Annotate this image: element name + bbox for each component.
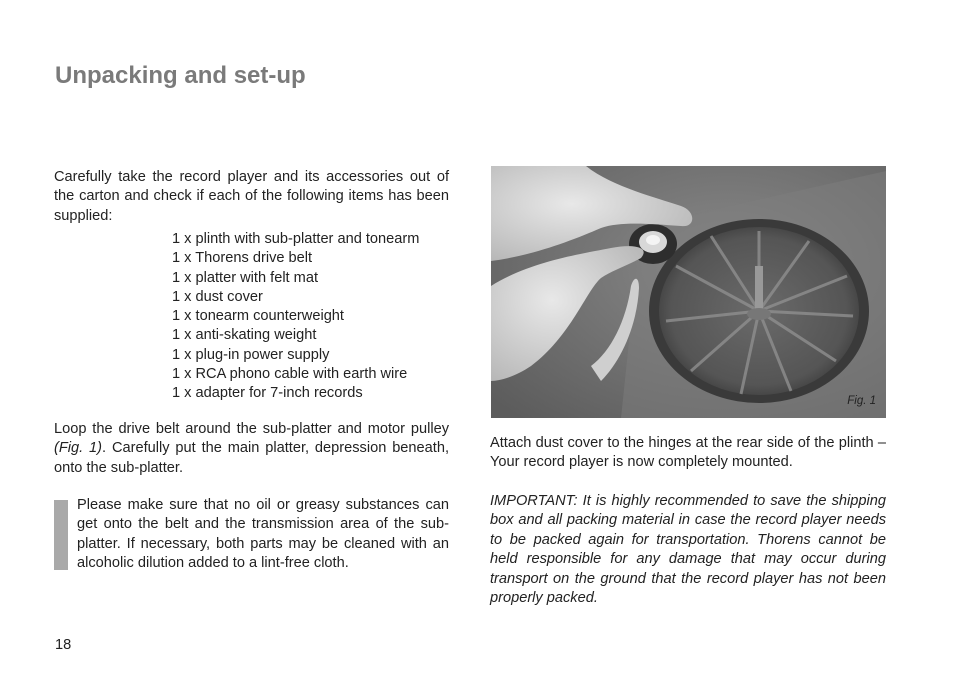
supplied-items-list	[172, 230, 419, 404]
figure-reference: (Fig. 1)	[54, 440, 103, 457]
important-notice-paragraph: IMPORTANT: It is highly recommended to save the shipping box and all packing material in case the record player needs to be packed again for transportation. Thorens cannot be held responsible for any damage that may occur during transport on the ground that the record player has not been properly packed.	[490, 493, 886, 607]
list-item: 1 x platter with felt mat	[172, 269, 318, 286]
note-marker-bar	[54, 500, 68, 570]
drive-belt-text-end: . Carefully put the main platter, depression beneath, onto the sub-platter.	[54, 440, 449, 476]
page-number: 18	[55, 637, 72, 653]
turntable-photo-illustration	[491, 166, 886, 418]
page-title: Unpacking and set-up	[55, 62, 306, 89]
list-item: 1 x plinth with sub-platter and tonearm	[172, 231, 420, 247]
drive-belt-paragraph	[54, 420, 449, 478]
intro-paragraph: Carefully take the record player and its accessories out of the carton and check if each of the following items has been supplied:	[54, 169, 449, 224]
list-item: 1 x Thorens drive belt	[172, 250, 313, 267]
list-item: 1 x adapter for 7-inch records	[172, 385, 363, 402]
note-paragraph: Please make sure that no oil or greasy substances can get onto the belt and the transmission area of the sub-platter. If necessary, both parts may be cleaned with an alcoholic dilution added to a lint-free cloth.	[77, 497, 449, 572]
list-item: 1 x tonearm counterweight	[172, 308, 344, 325]
list-item: 1 x plug-in power supply	[172, 346, 330, 363]
list-item: 1 x RCA phono cable with earth wire	[172, 366, 408, 383]
list-item: 1 x anti-skating weight	[172, 327, 317, 344]
figure-1-photo	[491, 166, 886, 418]
figure-caption: Fig. 1	[847, 395, 876, 407]
list-item: 1 x dust cover	[172, 288, 263, 305]
attach-dust-cover-paragraph: Attach dust cover to the hinges at the rear side of the plinth – Your record player is now completely mounted.	[490, 435, 886, 471]
drive-belt-text-start: Loop the drive belt around the sub-platter and motor pulley	[54, 421, 449, 437]
